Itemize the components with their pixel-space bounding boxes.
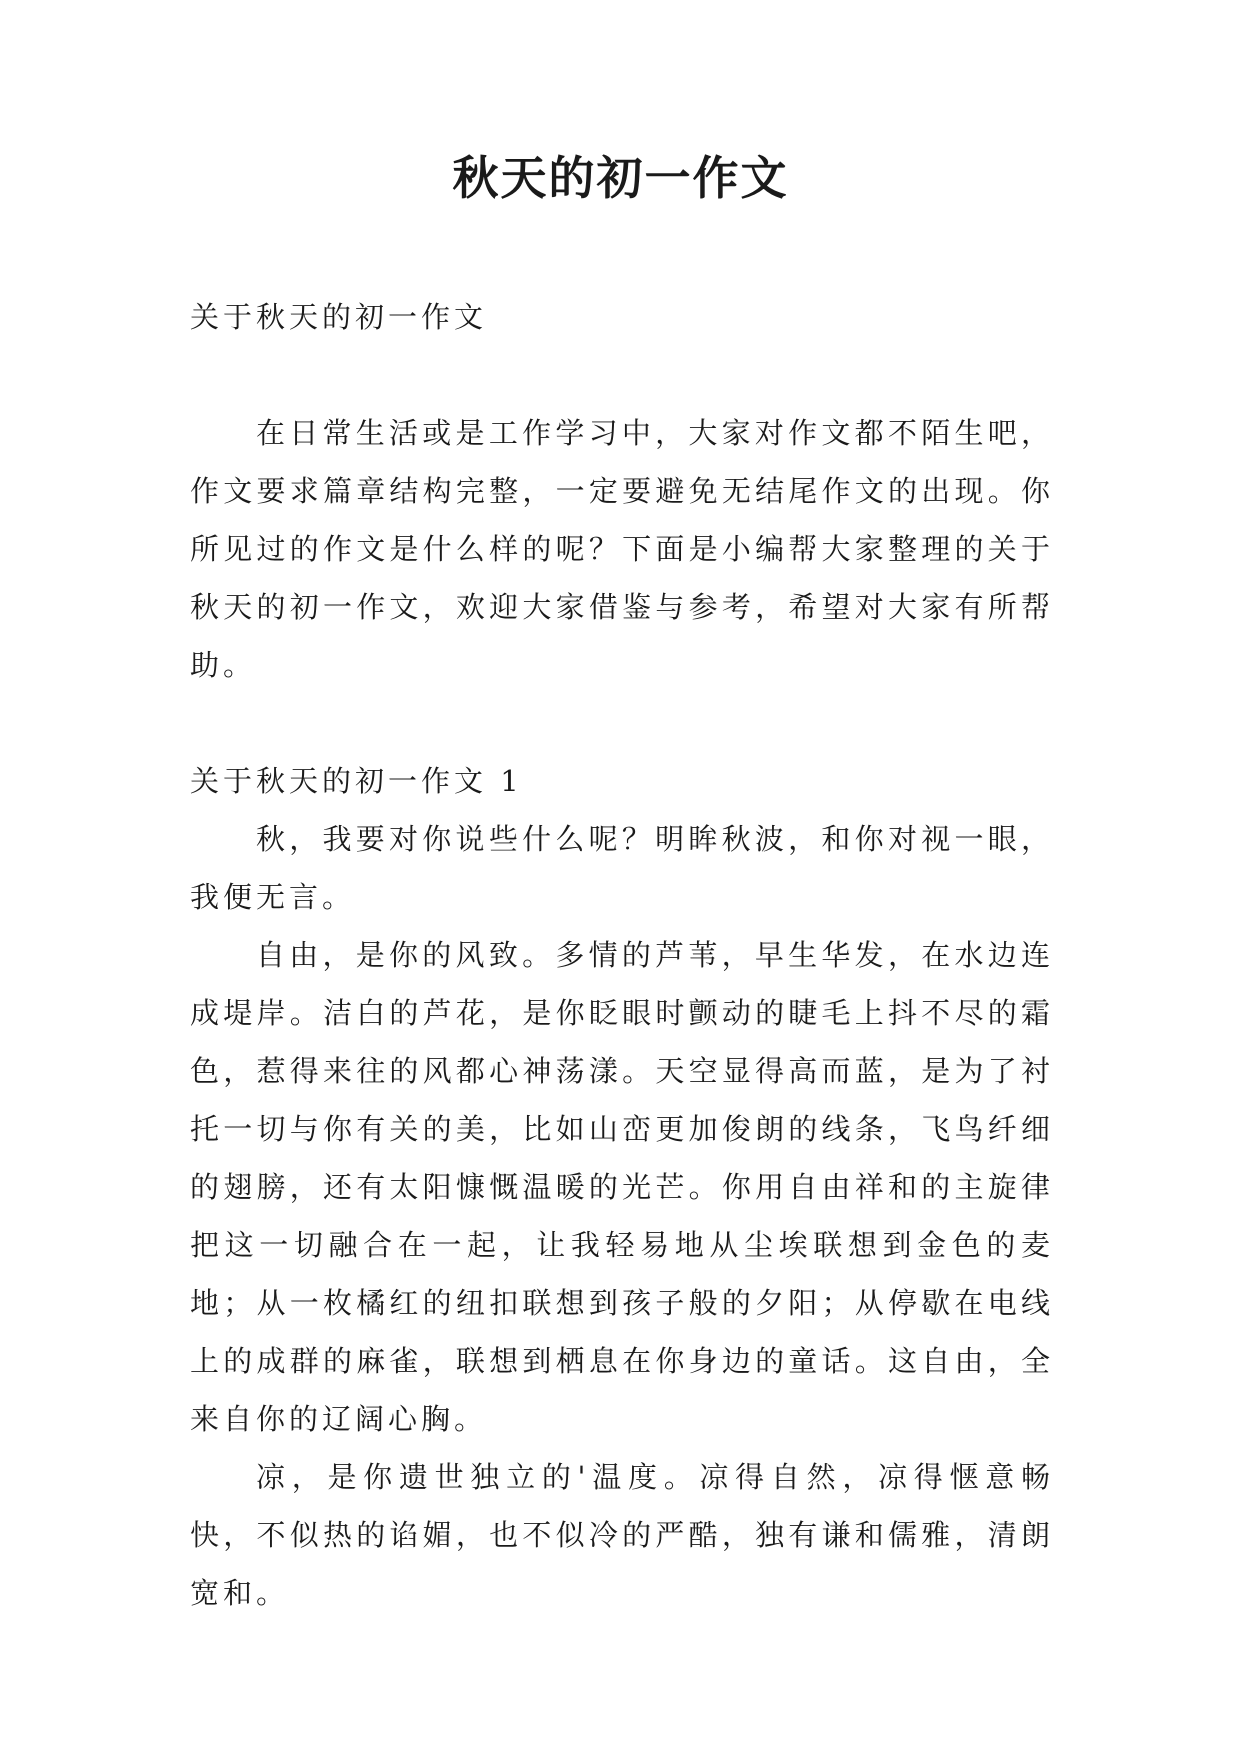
body-paragraph: 秋，我要对你说些什么呢？明眸秋波，和你对视一眼，我便无言。: [190, 822, 1054, 914]
spacer: [190, 694, 1054, 752]
body-paragraph: 自由，是你的风致。多情的芦苇，早生华发，在水边连成堤岸。洁白的芦花，是你眨眼时颤动的睫毛上抖不尽的霜色，惹得来往的风都心神荡漾。天空显得高而蓝，是为了衬托一切与你有关的美，比如山峦更加俊朗的线条，飞鸟纤细的翅膀，还有太阳慷慨温暖的光芒。你用自由祥和的主旋律把这一切融合在一起，让我轻易地从尘埃联想到金色的麦地；从一枚橘红的纽扣联想到孩子般的夕阳；从停歇在电线上的成群的麻雀，联想到栖息在你身边的童话。这自由，全来自你的辽阔心胸。: [190, 938, 1054, 1436]
section-heading: 关于秋天的初一作文 1: [190, 764, 523, 798]
document-title: 秋天的初一作文: [452, 151, 789, 205]
document-subtitle: 关于秋天的初一作文: [190, 300, 488, 334]
spacer: [190, 346, 1054, 404]
document-body: [190, 288, 1054, 1622]
intro-paragraph: 在日常生活或是工作学习中，大家对作文都不陌生吧，作文要求篇章结构完整，一定要避免无结尾作文的出现。你所见过的作文是什么样的呢？下面是小编帮大家整理的关于秋天的初一作文，欢迎大家借鉴与参考，希望对大家有所帮助。: [190, 416, 1054, 682]
body-paragraph: 凉，是你遗世独立的'温度。凉得自然，凉得惬意畅快，不似热的谄媚，也不似冷的严酷，独有谦和儒雅，清朗宽和。: [190, 1460, 1054, 1610]
